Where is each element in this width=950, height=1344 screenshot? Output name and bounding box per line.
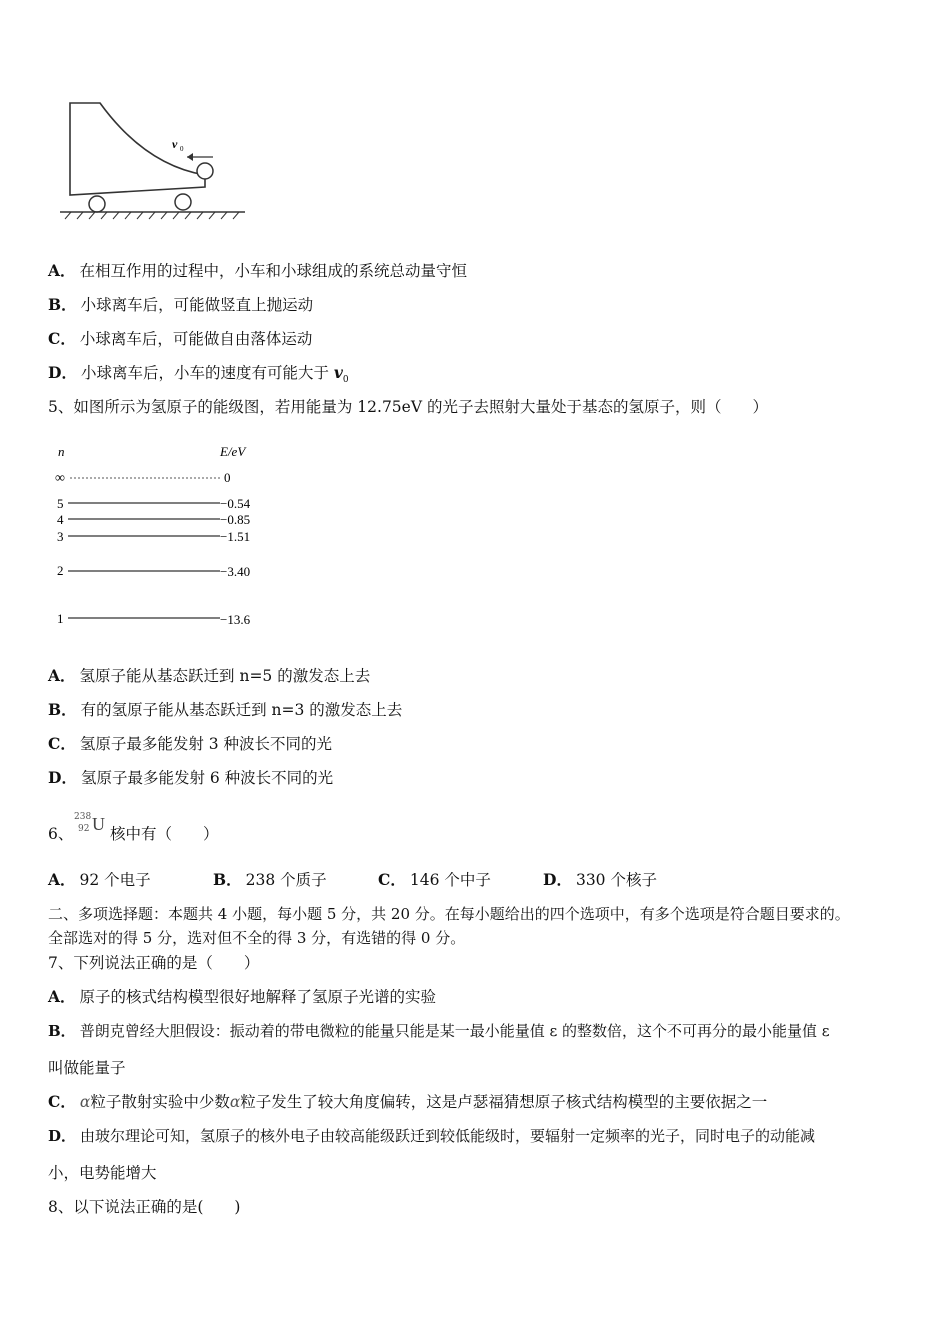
section2-intro-line2: 全部选对的得 5 分，选对但不全的得 3 分，有选错的得 0 分。 bbox=[48, 929, 466, 947]
q6-option-b[interactable]: B． 238 个质子 bbox=[213, 870, 327, 889]
q7-option-b-cont: 叫做能量子 bbox=[48, 1059, 126, 1077]
q4-option-c[interactable]: C． 小球离车后，可能做自由落体运动 bbox=[48, 329, 313, 348]
q7-option-d-cont: 小，电势能增大 bbox=[48, 1164, 157, 1182]
ball bbox=[197, 163, 213, 179]
q6-number: 6、 bbox=[48, 825, 74, 843]
atomic-number: 92 bbox=[78, 824, 90, 834]
q7-option-a[interactable]: A． 原子的核式结构模型很好地解释了氢原子光谱的实验 bbox=[48, 987, 437, 1006]
n-axis-label: n bbox=[58, 444, 65, 459]
level-e-4: −0.85 bbox=[220, 512, 251, 527]
level-n-3: 3 bbox=[57, 529, 64, 544]
q6-option-a[interactable]: A． 92 个电子 bbox=[48, 870, 151, 889]
q7-stem: 7、下列说法正确的是（ ） bbox=[48, 954, 260, 972]
q7-option-b[interactable]: B． 普朗克曾经大胆假设：振动着的带电微粒的能量只能是某一最小能量值 ε 的整数倍，这个不可再分的最小能量值 ε bbox=[48, 1022, 830, 1040]
q7-option-d[interactable]: D． 由玻尔理论可知，氢原子的核外电子由较高能级跃迁到较低能级时，要辐射一定频率的光子，同时电子的动能减 bbox=[48, 1127, 816, 1145]
energy-level-diagram bbox=[52, 440, 282, 640]
q6-stem: 核中有（ ） bbox=[110, 825, 219, 843]
cart-body bbox=[70, 103, 205, 195]
q6-option-d[interactable]: D． 330 个核子 bbox=[543, 870, 657, 889]
uranium-nuclide bbox=[72, 812, 112, 842]
q5-option-d[interactable]: D． 氢原子最多能发射 6 种波长不同的光 bbox=[48, 768, 334, 787]
element-symbol: U bbox=[92, 814, 105, 834]
ground-hatch bbox=[65, 212, 239, 219]
level-n-4: 4 bbox=[57, 512, 64, 527]
q5-stem: 5、如图所示为氢原子的能级图，若用能量为 12.75eV 的光子去照射大量处于基态的氢原子，则（ ） bbox=[48, 398, 768, 416]
q4-option-d[interactable]: D． 小球离车后，小车的速度有可能大于 $v_0$ bbox=[48, 363, 349, 386]
cart-figure bbox=[55, 95, 255, 225]
velocity-subscript: 0 bbox=[180, 145, 184, 153]
q5-option-c[interactable]: C． 氢原子最多能发射 3 种波长不同的光 bbox=[48, 734, 333, 753]
level-e-5: −0.54 bbox=[220, 496, 251, 511]
mass-number: 238 bbox=[74, 812, 92, 822]
cart-wheel-left bbox=[89, 196, 105, 212]
section2-intro-line1: 二、多项选择题：本题共 4 小题，每小题 5 分，共 20 分。在每小题给出的四个选项中，有多个选项是符合题目要求的。 bbox=[48, 905, 850, 923]
cart-wheel-right bbox=[175, 194, 191, 210]
velocity-label: v bbox=[172, 137, 178, 151]
level-n-5: 5 bbox=[57, 496, 64, 511]
q5-option-b[interactable]: B． 有的氢原子能从基态跃迁到 n=3 的激发态上去 bbox=[48, 700, 403, 719]
e-axis-label: E/eV bbox=[220, 444, 246, 459]
level-n-2: 2 bbox=[57, 563, 64, 578]
q4-option-b[interactable]: B． 小球离车后，可能做竖直上抛运动 bbox=[48, 295, 314, 314]
level-n-1: 1 bbox=[57, 611, 64, 626]
level-e-3: −1.51 bbox=[220, 529, 251, 544]
q8-stem: 8、以下说法正确的是( ) bbox=[48, 1198, 241, 1216]
level-n-inf: ∞ bbox=[55, 471, 65, 486]
q4-option-a[interactable]: A． 在相互作用的过程中，小车和小球组成的系统总动量守恒 bbox=[48, 261, 468, 280]
level-e-1: −13.6 bbox=[220, 612, 251, 627]
q6-option-c[interactable]: C． 146 个中子 bbox=[378, 870, 491, 889]
q5-option-a[interactable]: A． 氢原子能从基态跃迁到 n=5 的激发态上去 bbox=[48, 666, 371, 685]
level-e-inf: 0 bbox=[224, 470, 231, 485]
level-e-2: −3.40 bbox=[220, 564, 251, 579]
q7-option-c[interactable]: C． α粒子散射实验中少数α粒子发生了较大角度偏转，这是卢瑟福猜想原子核式结构模型的主要依据之一 bbox=[48, 1092, 768, 1111]
